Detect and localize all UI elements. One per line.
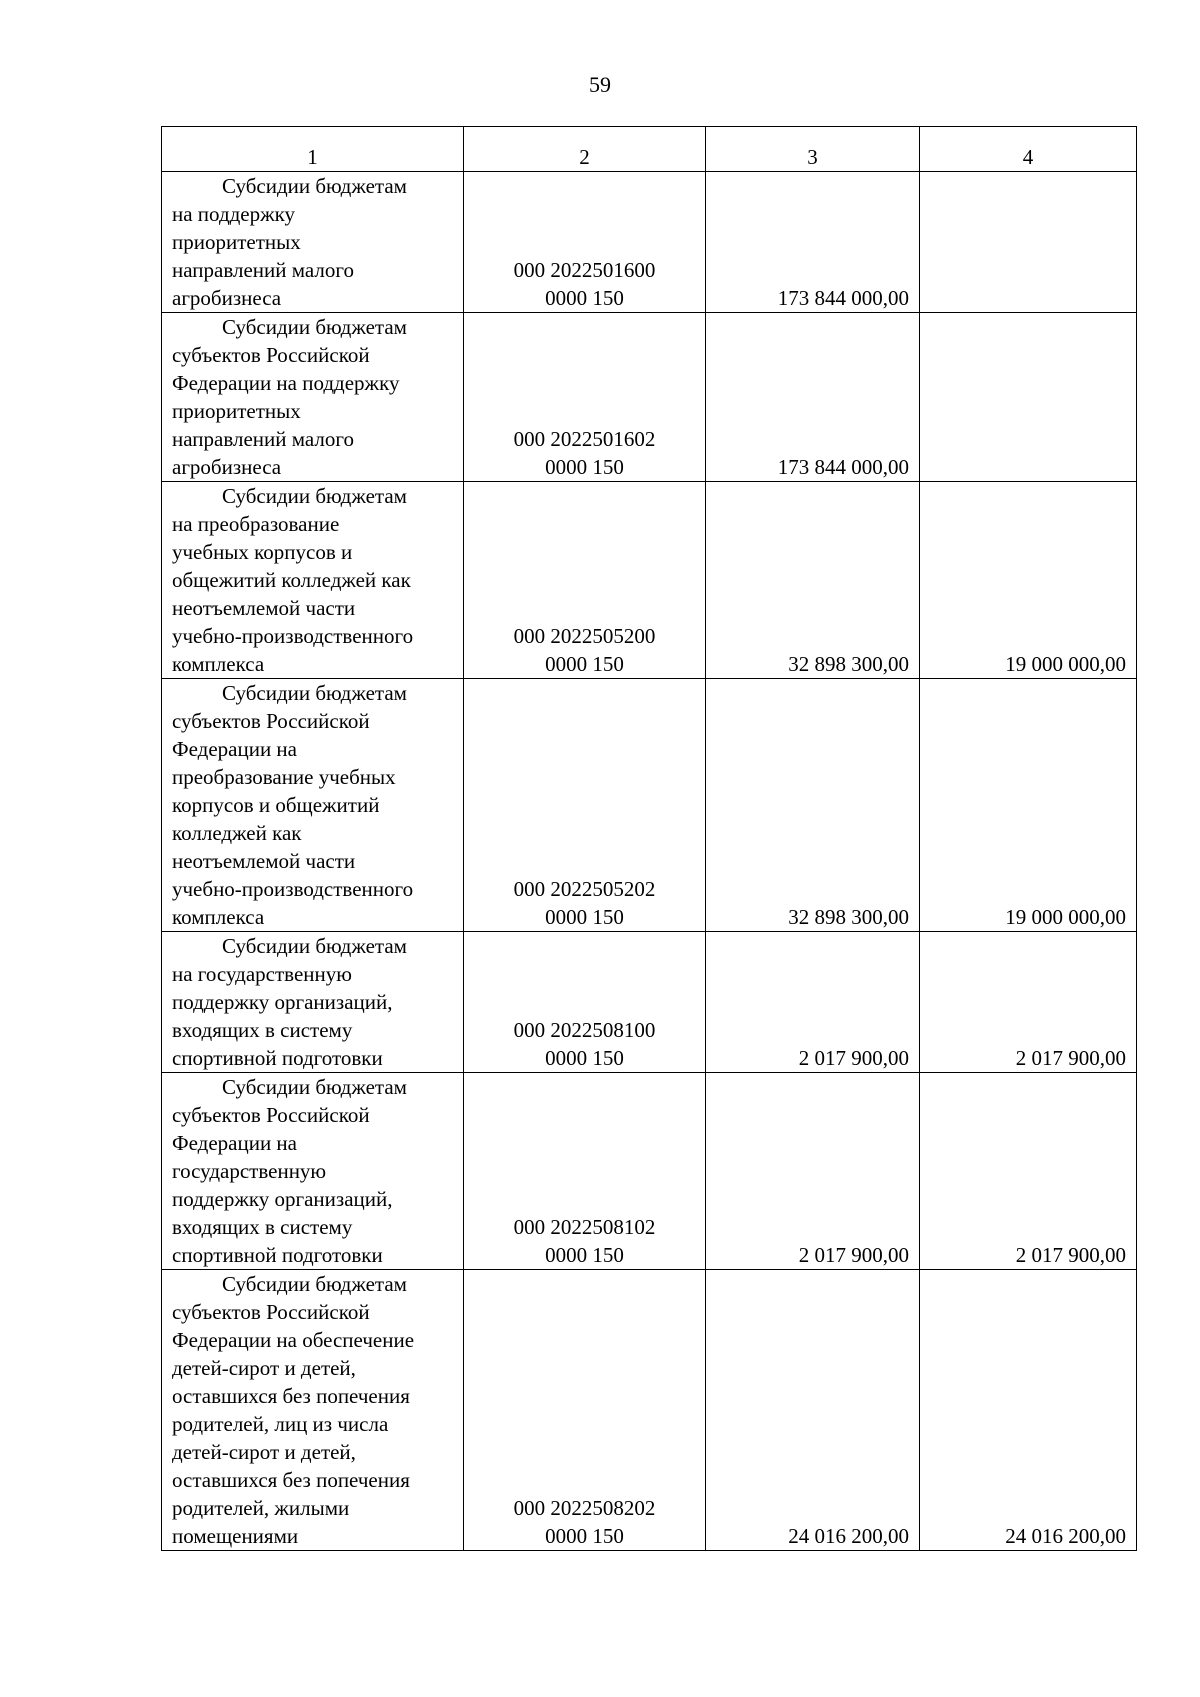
header-col-1: 1 — [162, 127, 464, 172]
row-amount-2 — [920, 313, 1137, 482]
row-code: 000 2022505200 0000 150 — [464, 482, 706, 679]
row-name-cell — [162, 1073, 464, 1270]
row-amount-2: 19 000 000,00 — [920, 482, 1137, 679]
row-name: Субсидии бюджетам на поддержку приоритетных направлений малого агробизнеса — [172, 174, 407, 310]
header-col-3: 3 — [706, 127, 920, 172]
row-amount-1: 173 844 000,00 — [706, 172, 920, 313]
table-row — [162, 482, 1137, 679]
row-amount-1: 32 898 300,00 — [706, 482, 920, 679]
table-row — [162, 172, 1137, 313]
row-name: Субсидии бюджетам субъектов Российской Федерации на поддержку приоритетных направлений малого агробизнеса — [172, 315, 407, 479]
row-code: 000 2022508102 0000 150 — [464, 1073, 706, 1270]
row-code: 000 2022501602 0000 150 — [464, 313, 706, 482]
row-amount-2: 2 017 900,00 — [920, 932, 1137, 1073]
row-name-cell — [162, 482, 464, 679]
table-body — [162, 172, 1137, 1551]
header-col-4: 4 — [920, 127, 1137, 172]
row-name: Субсидии бюджетам субъектов Российской Федерации на обеспечение детей-сирот и детей, оставшихся без попечения родителей, лиц из числа детей-сирот и детей, оставшихся без попечения родителей, жилыми помещениями — [172, 1272, 415, 1548]
row-amount-2: 24 016 200,00 — [920, 1270, 1137, 1551]
row-amount-1: 2 017 900,00 — [706, 932, 920, 1073]
row-name-cell — [162, 313, 464, 482]
row-amount-1: 32 898 300,00 — [706, 679, 920, 932]
table-row — [162, 313, 1137, 482]
row-name: Субсидии бюджетам на преобразование учебных корпусов и общежитий колледжей как неотъемлемой части учебно-производственного комплекса — [172, 484, 414, 676]
header-row — [162, 127, 1137, 172]
table-row — [162, 679, 1137, 932]
row-code: 000 2022508100 0000 150 — [464, 932, 706, 1073]
table-row — [162, 1073, 1137, 1270]
row-code: 000 2022508202 0000 150 — [464, 1270, 706, 1551]
row-name: Субсидии бюджетам субъектов Российской Федерации на преобразование учебных корпусов и общежитий колледжей как неотъемлемой части учебно-производственного комплекса — [172, 681, 414, 929]
row-name-cell — [162, 932, 464, 1073]
row-code: 000 2022505202 0000 150 — [464, 679, 706, 932]
row-code: 000 2022501600 0000 150 — [464, 172, 706, 313]
row-name-cell — [162, 1270, 464, 1551]
row-amount-2 — [920, 172, 1137, 313]
budget-table — [161, 126, 1137, 1551]
row-amount-1: 24 016 200,00 — [706, 1270, 920, 1551]
header-col-2: 2 — [464, 127, 706, 172]
row-amount-2: 19 000 000,00 — [920, 679, 1137, 932]
row-name: Субсидии бюджетам субъектов Российской Федерации на государственную поддержку организаций, входящих в систему спортивной подготовки — [172, 1075, 407, 1267]
row-name-cell — [162, 172, 464, 313]
row-name: Субсидии бюджетам на государственную поддержку организаций, входящих в систему спортивной подготовки — [172, 934, 407, 1070]
table-row — [162, 1270, 1137, 1551]
row-amount-1: 2 017 900,00 — [706, 1073, 920, 1270]
table-row — [162, 932, 1137, 1073]
row-amount-2: 2 017 900,00 — [920, 1073, 1137, 1270]
table-header — [162, 127, 1137, 172]
row-amount-1: 173 844 000,00 — [706, 313, 920, 482]
page-number: 59 — [589, 72, 611, 97]
row-name-cell — [162, 679, 464, 932]
